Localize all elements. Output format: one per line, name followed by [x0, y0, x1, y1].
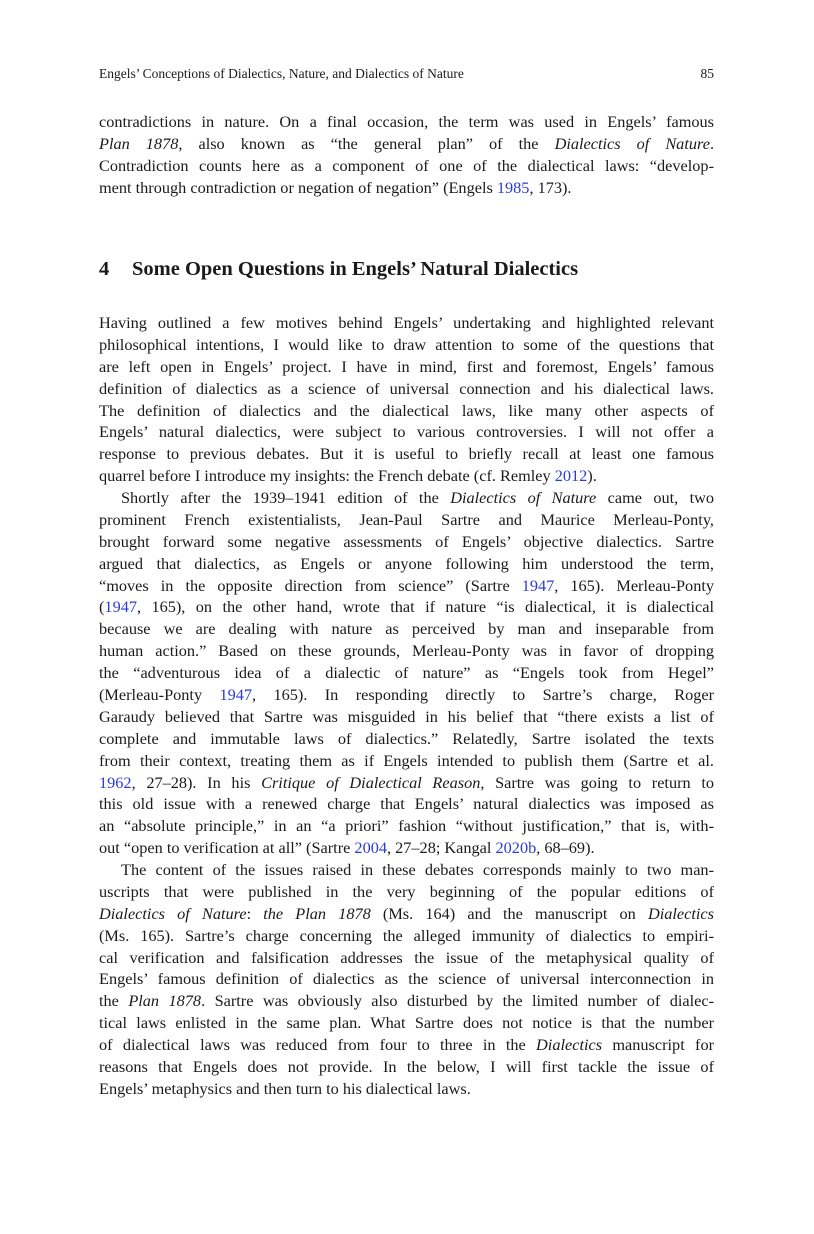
text-line: of dialectical laws was reduced from four to three in the Dialectics manuscript for: [99, 1035, 714, 1055]
citation-link[interactable]: 2004: [354, 838, 387, 858]
text-line: the Plan 1878. Sartre was obviously also disturbed by the limited number of dialec-: [99, 991, 714, 1011]
text-line: quarrel before I introduce my insights: the French debate (cf. Remley 2012).: [99, 466, 597, 486]
page-number: 85: [700, 66, 714, 81]
text-line: Shortly after the 1939–1941 edition of the Dialectics of Nature came out, two: [121, 488, 714, 507]
running-header: [99, 64, 714, 84]
citation-link[interactable]: 2020b: [495, 838, 537, 858]
text-line: “moves in the opposite direction from science” (Sartre 1947, 165). Merleau-Ponty: [99, 575, 714, 595]
citation-link[interactable]: 1947: [219, 685, 253, 705]
italic-title: Critique of Dialectical Reason: [261, 772, 481, 792]
text-line: the “adventurous idea of a dialectic of nature” as “Engels took from Hegel”: [99, 663, 714, 683]
text-line: Engels’ famous definition of dialectics as the science of universal interconnection in: [99, 969, 714, 989]
text-line: because we are dealing with nature as perceived by man and inseparable from: [99, 619, 714, 639]
text-line: Contradiction counts here as a component of one of the dialectical laws: “develop-: [99, 155, 714, 175]
italic-title: Dialectics of Nature: [99, 903, 247, 923]
paragraph-2: [99, 487, 714, 859]
citation-link[interactable]: 1947: [521, 575, 555, 595]
text-line: ment through contradiction or negation of negation” (Engels 1985, 173).: [99, 177, 572, 197]
paragraph-1: [99, 312, 714, 487]
text-line: complete and immutable laws of dialectics.” Relatedly, Sartre isolated the texts: [99, 728, 714, 748]
citation-link[interactable]: 2012: [554, 466, 588, 486]
text-line: (1947, 165), on the other hand, wrote that if nature “is dialectical, it is dialectical: [99, 597, 714, 617]
section-heading: [99, 255, 714, 283]
text-line: reasons that Engels does not provide. In the below, I will first tackle the issue of: [99, 1057, 714, 1077]
text-line: human action.” Based on these grounds, Merleau-Ponty was in favor of dropping: [99, 641, 714, 661]
citation-link[interactable]: 1962: [99, 772, 132, 792]
italic-title: Dialectics of Nature: [450, 488, 597, 507]
running-title: Engels’ Conceptions of Dialectics, Nature, and Dialectics of Nature: [99, 66, 464, 81]
text-line: definition of dialectics as a science of universal connection and his dialectical laws.: [99, 378, 714, 398]
text-line: (Merleau-Ponty 1947, 165). In responding directly to Sartre’s charge, Roger: [99, 685, 714, 705]
text-line: an “absolute principle,” in an “a priori” fashion “without justification,” that is, with-: [99, 816, 714, 836]
citation-link[interactable]: 1947: [104, 597, 137, 617]
text-line: are left open in Engels’ project. I have in mind, first and foremost, Engels’ famous: [99, 356, 714, 376]
section-title: Some Open Questions in Engels’ Natural Dialectics: [132, 258, 579, 280]
text-line: Having outlined a few motives behind Engels’ undertaking and highlighted relevant: [99, 313, 714, 332]
text-line: Engels’ metaphysics and then turn to his dialectical laws.: [99, 1078, 471, 1098]
text-line: from their context, treating them as if Engels intended to publish them (Sartre et al.: [99, 750, 714, 770]
text-line: Plan 1878, also known as “the general plan” of the Dialectics of Nature.: [99, 133, 714, 153]
text-line: Engels’ natural dialectics, were subject to various controversies. I will not offer a: [99, 422, 714, 442]
paragraph-3: [99, 859, 714, 1100]
text-line: 1962, 27–28). In his Critique of Dialectical Reason, Sartre was going to return to: [99, 772, 714, 792]
text-line: Garaudy believed that Sartre was misguided in his belief that “there exists a list of: [99, 706, 714, 726]
text-line: cal verification and falsification addresses the issue of the metaphysical quality of: [99, 947, 714, 967]
text-line: The content of the issues raised in these debates corresponds mainly to two man-: [121, 860, 714, 879]
text-line: uscripts that were published in the very beginning of the popular editions of: [99, 881, 714, 901]
text-line: brought forward some negative assessments of Engels’ objective dialectics. Sartre: [99, 531, 714, 551]
italic-title: the Plan 1878: [263, 903, 371, 923]
italic-title: Dialectics: [647, 903, 714, 923]
italic-title: Dialectics of Nature: [554, 133, 710, 153]
text-line: tical laws enlisted in the same plan. What Sartre does not notice is that the number: [99, 1013, 714, 1033]
italic-title: Plan 1878: [128, 991, 202, 1011]
text-line: The definition of dialectics and the dialectical laws, like many other aspects of: [99, 400, 714, 420]
text-line: argued that dialectics, as Engels or anyone following him understood the term,: [99, 553, 714, 573]
section-number: 4: [99, 258, 110, 280]
italic-title: Dialectics: [536, 1035, 603, 1055]
text-line: philosophical intentions, I would like to draw attention to some of the questions that: [99, 334, 714, 354]
text-line: out “open to verification at all” (Sartre 2004, 27–28; Kangal 2020b, 68–69).: [99, 838, 595, 858]
text-line: Dialectics of Nature: the Plan 1878 (Ms. 164) and the manuscript on Dialectics: [99, 903, 714, 923]
citation-link[interactable]: 1985: [496, 177, 530, 197]
text-line: prominent French existentialists, Jean-Paul Sartre and Maurice Merleau-Ponty,: [99, 509, 714, 529]
text-line: response to previous debates. But it is useful to briefly recall at least one famous: [99, 444, 714, 464]
text-line: contradictions in nature. On a final occasion, the term was used in Engels’ famous: [99, 112, 714, 131]
intro-paragraph: [99, 111, 714, 199]
italic-title: Plan 1878: [99, 133, 179, 153]
text-line: (Ms. 165). Sartre’s charge concerning the alleged immunity of dialectics to empiri-: [99, 925, 714, 945]
text-line: this old issue with a renewed charge that Engels’ natural dialectics was imposed as: [99, 794, 714, 814]
